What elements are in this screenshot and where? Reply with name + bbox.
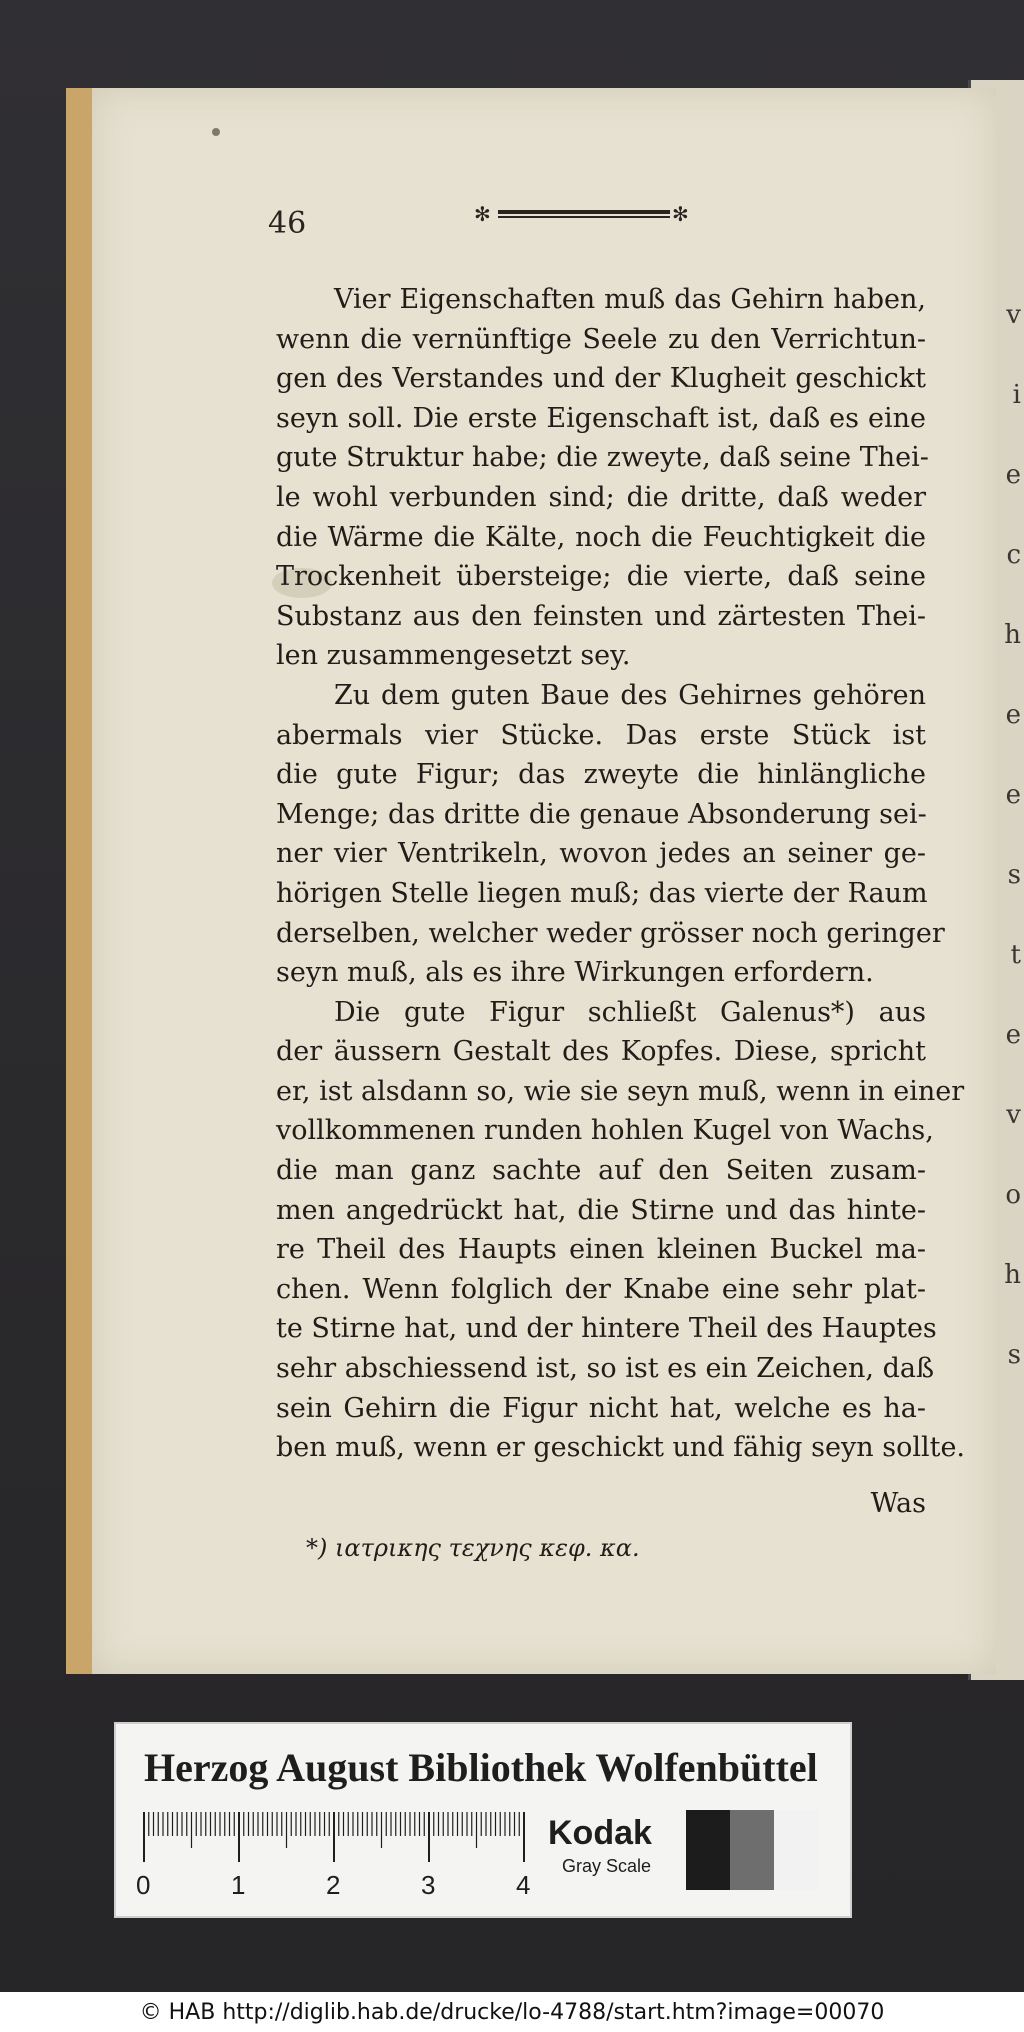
footnote: *) ιατρικης τεχνης κεφ. κα.: [306, 1534, 640, 1562]
body-text: [276, 280, 966, 1468]
ruler-label: 3: [421, 1870, 436, 1900]
text-line: der äussern Gestalt des Kopfes. Diese, spricht: [276, 1036, 926, 1068]
facing-page-fragment: e: [1005, 1020, 1021, 1050]
text-line: er, ist alsdann so, wie sie seyn muß, wenn in einer: [276, 1075, 965, 1107]
facing-page-fragment: c: [1006, 540, 1021, 570]
ruler-label: 0: [136, 1870, 151, 1900]
text-line: gen des Verstandes und der Klugheit geschickt: [276, 363, 926, 395]
gray-scale-label: Gray Scale: [562, 1856, 652, 1876]
text-line: Die gute Figur schließt Galenus*) aus: [334, 996, 926, 1028]
text-line: len zusammengesetzt sey.: [276, 640, 631, 672]
facing-page-fragment: h: [1004, 620, 1021, 650]
text-line: re Theil des Haupts einen kleinen Buckel ma-: [276, 1234, 926, 1266]
text-line: abermals vier Stücke. Das erste Stück ist: [276, 719, 926, 751]
text-line: te Stirne hat, und der hintere Theil des Hauptes: [276, 1313, 937, 1345]
text-line: Vier Eigenschaften muß das Gehirn haben,: [334, 284, 926, 315]
gray-swatch: [774, 1810, 818, 1890]
facing-page-fragment: i: [1012, 380, 1021, 410]
facing-page-fragment: e: [1005, 460, 1021, 490]
facing-page-fragment: s: [1007, 1340, 1021, 1370]
page-number: 46: [268, 206, 307, 241]
text-line: Substanz aus den feinsten und zärtesten Thei-: [276, 600, 926, 632]
text-line: die man ganz sachte auf den Seiten zusam-: [276, 1155, 926, 1187]
text-line: le wohl verbunden sind; die dritte, daß weder: [276, 481, 926, 513]
text-line: die gute Figur; das zweyte die hinlängliche: [276, 759, 926, 791]
text-line: wenn die vernünftige Seele zu den Verrichtun-: [276, 323, 926, 355]
facing-page-fragment: e: [1005, 780, 1021, 810]
text-line: die Wärme die Kälte, noch die Feuchtigkeit die: [276, 521, 926, 553]
ruler-scale: [140, 1812, 540, 1862]
text-line: vollkommenen runden hohlen Kugel von Wachs,: [276, 1115, 934, 1147]
facing-page-fragment: h: [1004, 1260, 1021, 1290]
kodak-logo: Kodak: [548, 1814, 652, 1852]
text-line: Menge; das dritte die genaue Absonderung sei-: [276, 798, 927, 830]
facing-page-fragment: v: [1006, 300, 1021, 330]
ruler-label: 2: [326, 1870, 341, 1900]
text-line: sehr abschiessend ist, so ist es ein Zeichen, daß: [276, 1353, 934, 1385]
text-line: men angedrückt hat, die Stirne und das hinte-: [276, 1194, 926, 1226]
text-line: Zu dem guten Baue des Gehirnes gehören: [334, 679, 926, 711]
gray-swatch: [730, 1810, 774, 1890]
text-line: ner vier Ventrikeln, wovon jedes an seiner ge-: [276, 838, 926, 870]
ruler-label: 4: [516, 1870, 531, 1900]
header-ornament: [474, 202, 694, 226]
text-line: derselben, welcher weder grösser noch geringer: [276, 917, 945, 949]
svg-text:✻: ✻: [672, 202, 689, 226]
facing-page-fragment: o: [1005, 1180, 1021, 1210]
gray-swatch: [686, 1810, 730, 1890]
ink-spot: [212, 128, 220, 136]
ruler-label: 1: [231, 1870, 246, 1900]
svg-text:✻: ✻: [474, 202, 491, 226]
text-line: chen. Wenn folglich der Knabe eine sehr plat-: [276, 1273, 926, 1305]
text-line: ben muß, wenn er geschickt und fähig seyn sollte.: [276, 1432, 966, 1464]
catchword: Was: [870, 1488, 926, 1519]
facing-page-fragment: t: [1010, 940, 1021, 970]
library-name: Herzog August Bibliothek Wolfenbüttel: [144, 1745, 818, 1790]
text-line: gute Struktur habe; die zweyte, daß seine Thei-: [276, 442, 929, 474]
facing-page-fragment: v: [1006, 1100, 1021, 1130]
text-line: Trockenheit übersteige; die vierte, daß seine: [276, 561, 926, 593]
text-line: hörigen Stelle liegen muß; das vierte der Raum: [276, 877, 928, 909]
facing-page-fragment: e: [1005, 700, 1021, 730]
text-line: seyn soll. Die erste Eigenschaft ist, daß es eine: [276, 402, 926, 434]
color-calibration-bar: [114, 1722, 852, 1918]
text-line: sein Gehirn die Figur nicht hat, welche es ha-: [276, 1392, 926, 1424]
facing-page-fragment: s: [1007, 860, 1021, 890]
copyright-footer: © HAB http://diglib.hab.de/drucke/lo-4788/start.htm?image=00070: [0, 1992, 1024, 2032]
text-line: seyn muß, als es ihre Wirkungen erfordern.: [276, 957, 874, 989]
